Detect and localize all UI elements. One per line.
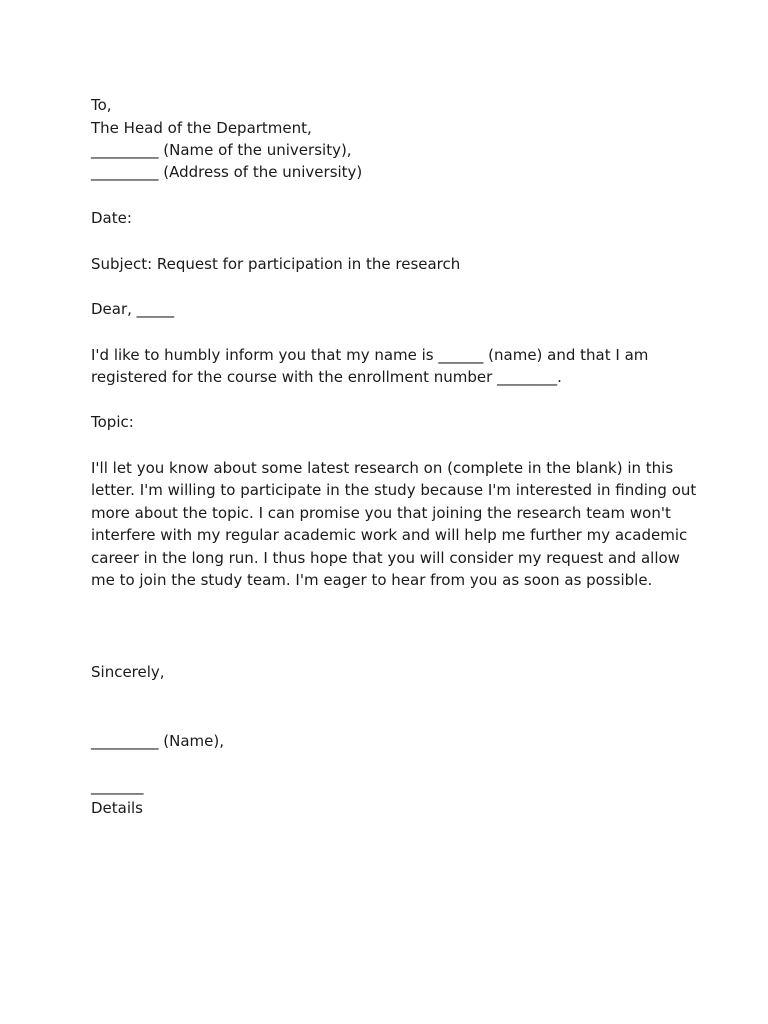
topic-label: Topic: bbox=[91, 413, 134, 431]
intro-line-2: registered for the course with the enrollment number ________. bbox=[91, 368, 562, 386]
body-line-2: letter. I'm willing to participate in the study because I'm interested in finding out bbox=[91, 481, 697, 499]
body-line-5: career in the long run. I thus hope that you will consider my request and allow bbox=[91, 549, 680, 567]
closing: Sincerely, bbox=[91, 663, 165, 681]
subject-line: Subject: Request for participation in the research bbox=[91, 255, 461, 273]
date-label: Date: bbox=[91, 209, 132, 227]
details-label: Details bbox=[91, 799, 144, 817]
body-line-3: more about the topic. I can promise you that joining the research team won't bbox=[91, 504, 671, 522]
body-line-6: me to join the study team. I'm eager to hear from you as soon as possible. bbox=[91, 571, 653, 589]
body-line-1: I'll let you know about some latest research on (complete in the blank) in this bbox=[91, 459, 674, 477]
address-line-university-name: _________ (Name of the university), bbox=[91, 141, 352, 159]
details-blank: _______ bbox=[91, 777, 144, 795]
address-line-to: To, bbox=[91, 96, 112, 114]
body-line-4: interfere with my regular academic work and will help me further my academic bbox=[91, 526, 688, 544]
intro-line-1: I'd like to humbly inform you that my name is ______ (name) and that I am bbox=[91, 346, 649, 364]
signature-name: _________ (Name), bbox=[91, 732, 224, 750]
address-line-university-address: _________ (Address of the university) bbox=[91, 163, 363, 181]
salutation: Dear, _____ bbox=[91, 300, 175, 318]
address-line-head: The Head of the Department, bbox=[91, 119, 312, 137]
